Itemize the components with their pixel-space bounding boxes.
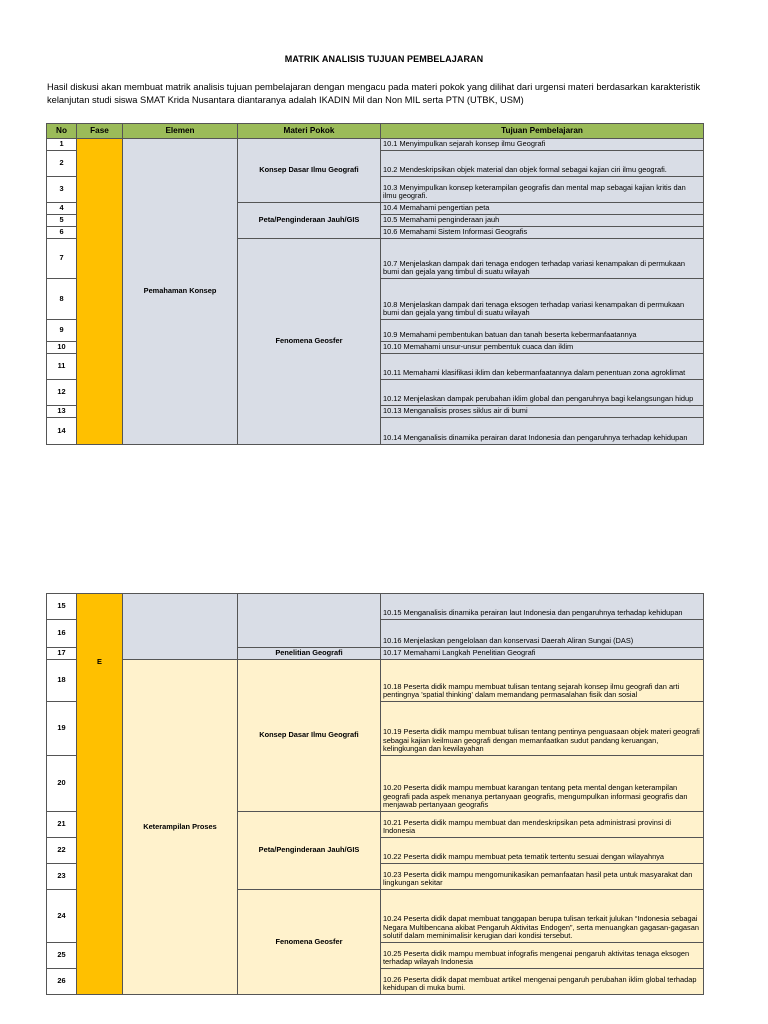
tujuan-cell: 10.1 Menyimpulkan sejarah konsep ilmu Geografi <box>381 139 704 151</box>
row-no: 11 <box>47 354 77 380</box>
tujuan-cell: 10.25 Peserta didik mampu membuat infografis mengenai pengaruh aktivitas tenaga eksogen terhadap wilayah Indonesia <box>381 943 704 969</box>
tujuan-cell: 10.9 Memahami pembentukan batuan dan tanah beserta kebermanfaatannya <box>381 320 704 342</box>
materi-cell: Konsep Dasar Ilmu Geografi <box>238 139 381 203</box>
tujuan-cell: 10.5 Memahami penginderaan jauh <box>381 215 704 227</box>
row-no: 9 <box>47 320 77 342</box>
row-no: 7 <box>47 239 77 279</box>
tujuan-cell: 10.12 Menjelaskan dampak perubahan iklim global dan pengaruhnya bagi kelangsungan hidup <box>381 380 704 406</box>
matrix-table-part-2 <box>46 593 704 995</box>
fase-cell: E <box>77 594 123 995</box>
tujuan-cell: 10.2 Mendeskripsikan objek material dan objek formal sebagai kajian ciri ilmu geografi. <box>381 151 704 177</box>
page-title: MATRIK ANALISIS TUJUAN PEMBELAJARAN <box>284 54 484 64</box>
fase-cell <box>77 139 123 445</box>
header-elemen: Elemen <box>123 124 238 139</box>
tujuan-cell: 10.19 Peserta didik mampu membuat tulisan tentang pentinya penguasaan objek materi geografi sebagai kajian keilmuan geografi dengan memanfaatkan sudut pandang keruangan, kelingkungan dan kewilayahan <box>381 702 704 756</box>
materi-cell: Fenomena Geosfer <box>238 890 381 995</box>
intro-paragraph: Hasil diskusi akan membuat matrik analisis tujuan pembelajaran dengan mengacu pada materi pokok yang dilihat dari urgensi materi berdasarkan karakteristik kelanjutan studi siswa SMAT Krida Nusantara diantaranya adalah IKADIN Mil dan Non MIL serta PTN (UTBK, USM) <box>47 82 701 105</box>
tujuan-cell: 10.22 Peserta didik mampu membuat peta tematik tertentu sesuai dengan wilayahnya <box>381 838 704 864</box>
tujuan-cell: 10.16 Menjelaskan pengelolaan dan konservasi Daerah Aliran Sungai (DAS) <box>381 620 704 648</box>
tujuan-cell: 10.15 Menganalisis dinamika perairan laut Indonesia dan pengaruhnya terhadap kehidupan <box>381 594 704 620</box>
tujuan-cell: 10.24 Peserta didik dapat membuat tanggapan berupa tulisan terkait julukan “Indonesia sebagai Negara Multibencana akibat Pengaruh Aktivitas Endogen”, serta menuangkan gagasan-gagasan solutif dalam meminimalisir kerugian dari kondisi tersebut. <box>381 890 704 943</box>
elemen-cell: Keterampilan Proses <box>123 660 238 995</box>
row-no: 5 <box>47 215 77 227</box>
table-row <box>47 660 704 702</box>
row-no: 21 <box>47 812 77 838</box>
row-no: 13 <box>47 406 77 418</box>
materi-cell: Penelitian Geografi <box>238 648 381 660</box>
tujuan-cell: 10.23 Peserta didik mampu mengomunikasikan pemanfaatan hasil peta untuk masyarakat dan lingkungan sekitar <box>381 864 704 890</box>
row-no: 23 <box>47 864 77 890</box>
row-no: 12 <box>47 380 77 406</box>
row-no: 2 <box>47 151 77 177</box>
tujuan-cell: 10.26 Peserta didik dapat membuat artikel mengenai pengaruh perubahan iklim global terhadap kehidupan di muka bumi. <box>381 969 704 995</box>
row-no: 16 <box>47 620 77 648</box>
tujuan-cell: 10.6 Memahami Sistem Informasi Geografis <box>381 227 704 239</box>
row-no: 18 <box>47 660 77 702</box>
materi-cell: Konsep Dasar Ilmu Geografi <box>238 660 381 812</box>
tujuan-cell: 10.4 Memahami pengertian peta <box>381 203 704 215</box>
materi-cell: Peta/Penginderaan Jauh/GIS <box>238 812 381 890</box>
tujuan-cell: 10.14 Menganalisis dinamika perairan darat Indonesia dan pengaruhnya terhadap kehidupan <box>381 418 704 445</box>
tujuan-cell: 10.11 Memahami klasifikasi iklim dan kebermanfaatannya dalam penentuan zona agroklimat <box>381 354 704 380</box>
tujuan-cell: 10.13 Menganalisis proses siklus air di bumi <box>381 406 704 418</box>
row-no: 15 <box>47 594 77 620</box>
table-row <box>47 139 704 151</box>
tujuan-cell: 10.8 Menjelaskan dampak dari tenaga eksogen terhadap variasi kenampakan di permukaan bumi dan gejala yang timbul di suatu wilayah <box>381 279 704 320</box>
row-no: 14 <box>47 418 77 445</box>
header-tujuan: Tujuan Pembelajaran <box>381 124 704 139</box>
table-header-row <box>47 124 704 139</box>
row-no: 1 <box>47 139 77 151</box>
elemen-cell-continued <box>123 594 238 660</box>
row-no: 6 <box>47 227 77 239</box>
row-no: 25 <box>47 943 77 969</box>
tujuan-cell: 10.17 Memahami Langkah Penelitian Geografi <box>381 648 704 660</box>
tujuan-cell: 10.7 Menjelaskan dampak dari tenaga endogen terhadap variasi kenampakan di permukaan bumi dan gejala yang timbul di suatu wilayah <box>381 239 704 279</box>
materi-cell-continued <box>238 594 381 648</box>
tujuan-cell: 10.18 Peserta didik mampu membuat tulisan tentang sejarah konsep ilmu geografi dan arti pentingnya 'spatial thinking' dalam memandang permasalahan fisik dan sosial <box>381 660 704 702</box>
materi-cell: Fenomena Geosfer <box>238 239 381 445</box>
row-no: 22 <box>47 838 77 864</box>
tujuan-cell: 10.21 Peserta didik mampu membuat dan mendeskripsikan peta administrasi provinsi di Indonesia <box>381 812 704 838</box>
row-no: 4 <box>47 203 77 215</box>
row-no: 26 <box>47 969 77 995</box>
header-fase: Fase <box>77 124 123 139</box>
header-no: No <box>47 124 77 139</box>
row-no: 19 <box>47 702 77 756</box>
row-no: 17 <box>47 648 77 660</box>
tujuan-cell: 10.10 Memahami unsur-unsur pembentuk cuaca dan iklim <box>381 342 704 354</box>
row-no: 8 <box>47 279 77 320</box>
tujuan-cell: 10.20 Peserta didik mampu membuat karangan tentang peta mental dengan keterampilan geografi pada aspek menanya pertanyaan geografis, mengumpulkan informasi geografis dan menjawab pertanyaan geografis <box>381 756 704 812</box>
tujuan-cell: 10.3 Menyimpulkan konsep keterampilan geografis dan mental map sebagai kajian kritis dan ilmu geografi. <box>381 177 704 203</box>
matrix-table-part-1 <box>46 123 704 445</box>
row-no: 20 <box>47 756 77 812</box>
elemen-cell: Pemahaman Konsep <box>123 139 238 445</box>
row-no: 10 <box>47 342 77 354</box>
table-row <box>47 594 704 620</box>
materi-cell: Peta/Penginderaan Jauh/GIS <box>238 203 381 239</box>
row-no: 24 <box>47 890 77 943</box>
row-no: 3 <box>47 177 77 203</box>
header-materi: Materi Pokok <box>238 124 381 139</box>
